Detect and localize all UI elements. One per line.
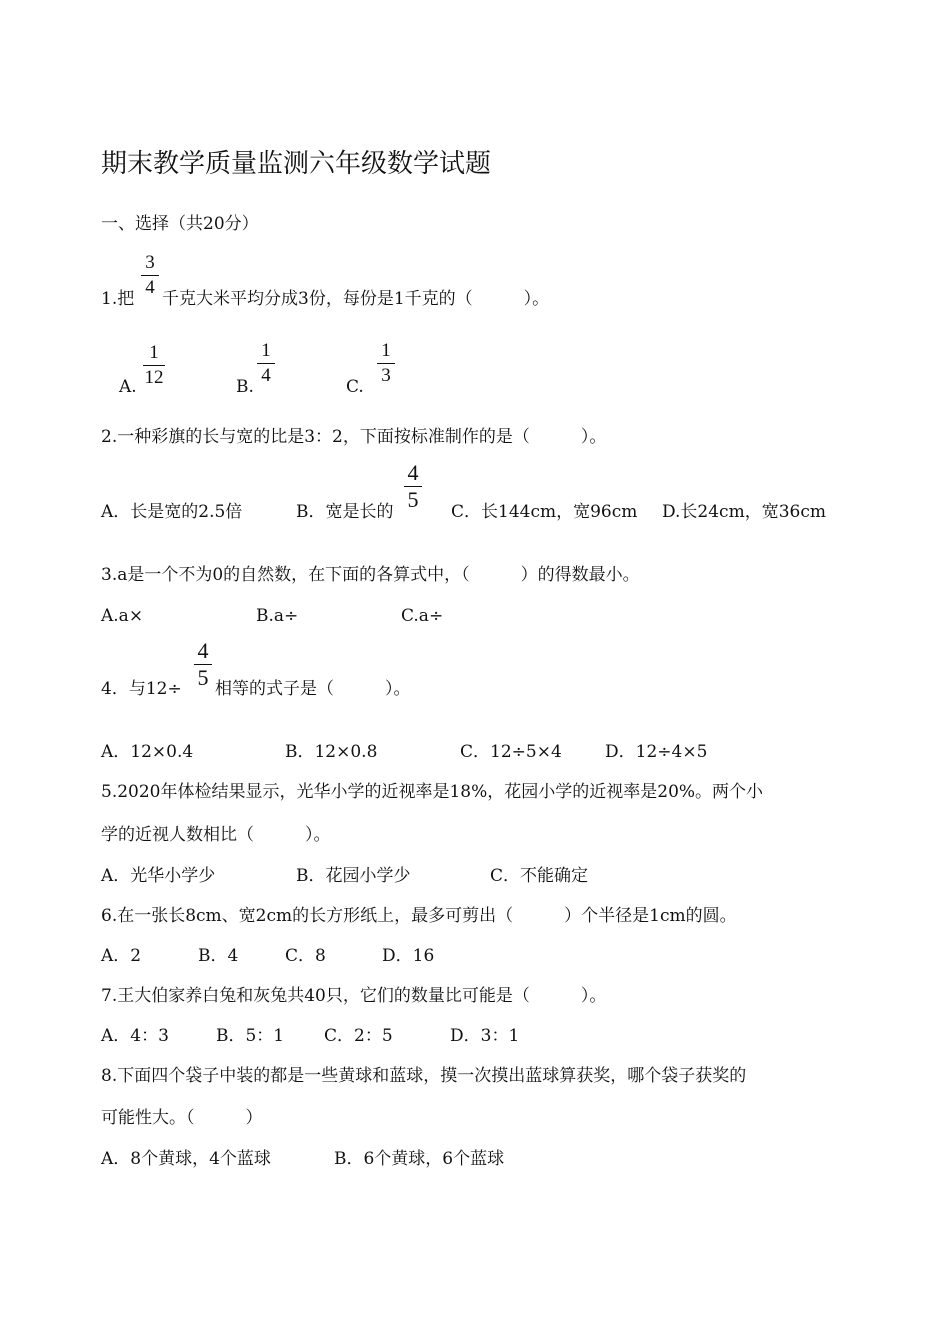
- q7-option-b: B．5：1: [216, 1026, 285, 1046]
- q5-text-line1: 5.2020年体检结果显示，光华小学的近视率是18%，花园小学的近视率是20%。两个小: [101, 782, 764, 802]
- q4-option-a: A．12×0.4: [101, 742, 194, 762]
- q3-option-b: B.a÷: [256, 606, 299, 626]
- q1-suffix: 千克大米平均分成3份，每份是1千克的（ ）。: [162, 289, 550, 309]
- q4-fraction-denominator: 5: [197, 665, 209, 690]
- q1-fraction: [140, 253, 160, 298]
- q2-option-a: A．长是宽的2.5倍: [101, 502, 243, 522]
- q1-fraction-numerator: 3: [145, 252, 155, 273]
- fraction-bar: [257, 363, 275, 364]
- q8-option-b: B．6个黄球，6个蓝球: [334, 1149, 505, 1169]
- q6-text: 6.在一张长8cm、宽2cm的长方形纸上，最多可剪出（ ）个半径是1cm的圆。: [101, 906, 737, 926]
- q2-fraction-numerator: 4: [407, 460, 419, 485]
- q1-option-c-numerator: 1: [381, 340, 391, 361]
- q4-prefix: 4．与12÷: [101, 679, 182, 699]
- q6-option-b: B．4: [198, 946, 239, 966]
- q1-option-b-denominator: 4: [261, 365, 271, 386]
- q3-option-c: C.a÷: [401, 606, 444, 626]
- q8-option-a: A．8个黄球，4个蓝球: [101, 1149, 271, 1169]
- q1-option-b-numerator: 1: [261, 340, 271, 361]
- q1-option-c-label: C.: [346, 377, 364, 397]
- q4-option-d: D．12÷4×5: [605, 742, 708, 762]
- q6-option-c: C．8: [285, 946, 326, 966]
- q4-fraction-numerator: 4: [197, 638, 209, 663]
- q1-option-a-numerator: 1: [149, 342, 159, 363]
- q5-option-b: B．花园小学少: [296, 866, 411, 886]
- q6-option-a: A．2: [101, 946, 142, 966]
- q1-option-a-denominator: 12: [144, 367, 164, 388]
- q2-fraction-denominator: 5: [407, 487, 419, 512]
- q4-suffix: 相等的式子是（ ）。: [215, 679, 411, 699]
- q4-option-b: B．12×0.8: [285, 742, 378, 762]
- q1-option-a-fraction: [143, 343, 165, 388]
- q4-option-c: C．12÷5×4: [460, 742, 562, 762]
- q1-option-c-denominator: 3: [381, 365, 391, 386]
- q8-text-line2: 可能性大。（ ）: [101, 1108, 263, 1128]
- q7-text: 7.王大伯家养白兔和灰兔共40只，它们的数量比可能是（ ）。: [101, 986, 607, 1006]
- q8-text-line1: 8.下面四个袋子中装的都是一些黄球和蓝球，摸一次摸出蓝球算获奖，哪个袋子获奖的: [101, 1066, 747, 1086]
- q5-option-a: A．光华小学少: [101, 866, 216, 886]
- q3-option-a: A.a×: [101, 606, 144, 626]
- q2-option-c: C．长144cm，宽96cm: [451, 502, 638, 522]
- q3-text: 3.a是一个不为0的自然数，在下面的各算式中，（ ）的得数最小。: [101, 565, 640, 585]
- q5-text-line2: 学的近视人数相比（ ）。: [101, 825, 331, 845]
- q2-option-b-fraction: [403, 462, 423, 511]
- q2-option-b: B．宽是长的: [296, 502, 394, 522]
- q1-fraction-denominator: 4: [145, 277, 155, 298]
- q2-text: 2.一种彩旗的长与宽的比是3：2，下面按标准制作的是（ ）。: [101, 427, 607, 447]
- fraction-bar: [377, 363, 395, 364]
- q1-option-b-fraction: [256, 341, 276, 386]
- q2-option-d: D.长24cm，宽36cm: [662, 502, 826, 522]
- q7-option-d: D．3：1: [450, 1026, 520, 1046]
- q1-prefix: 1.把: [101, 289, 135, 309]
- page-title: 期末教学质量监测六年级数学试题: [101, 149, 492, 179]
- q1-option-b-label: B.: [236, 377, 254, 397]
- q1-option-a-label: A.: [119, 377, 137, 397]
- q7-option-a: A．4：3: [101, 1026, 169, 1046]
- q4-fraction: [193, 640, 213, 689]
- q5-option-c: C．不能确定: [490, 866, 589, 886]
- q1-option-c-fraction: [376, 341, 396, 386]
- section-heading: 一、选择（共20分）: [101, 214, 259, 234]
- q7-option-c: C．2：5: [324, 1026, 393, 1046]
- fraction-bar: [143, 365, 165, 366]
- fraction-bar: [141, 275, 159, 276]
- q6-option-d: D．16: [382, 946, 435, 966]
